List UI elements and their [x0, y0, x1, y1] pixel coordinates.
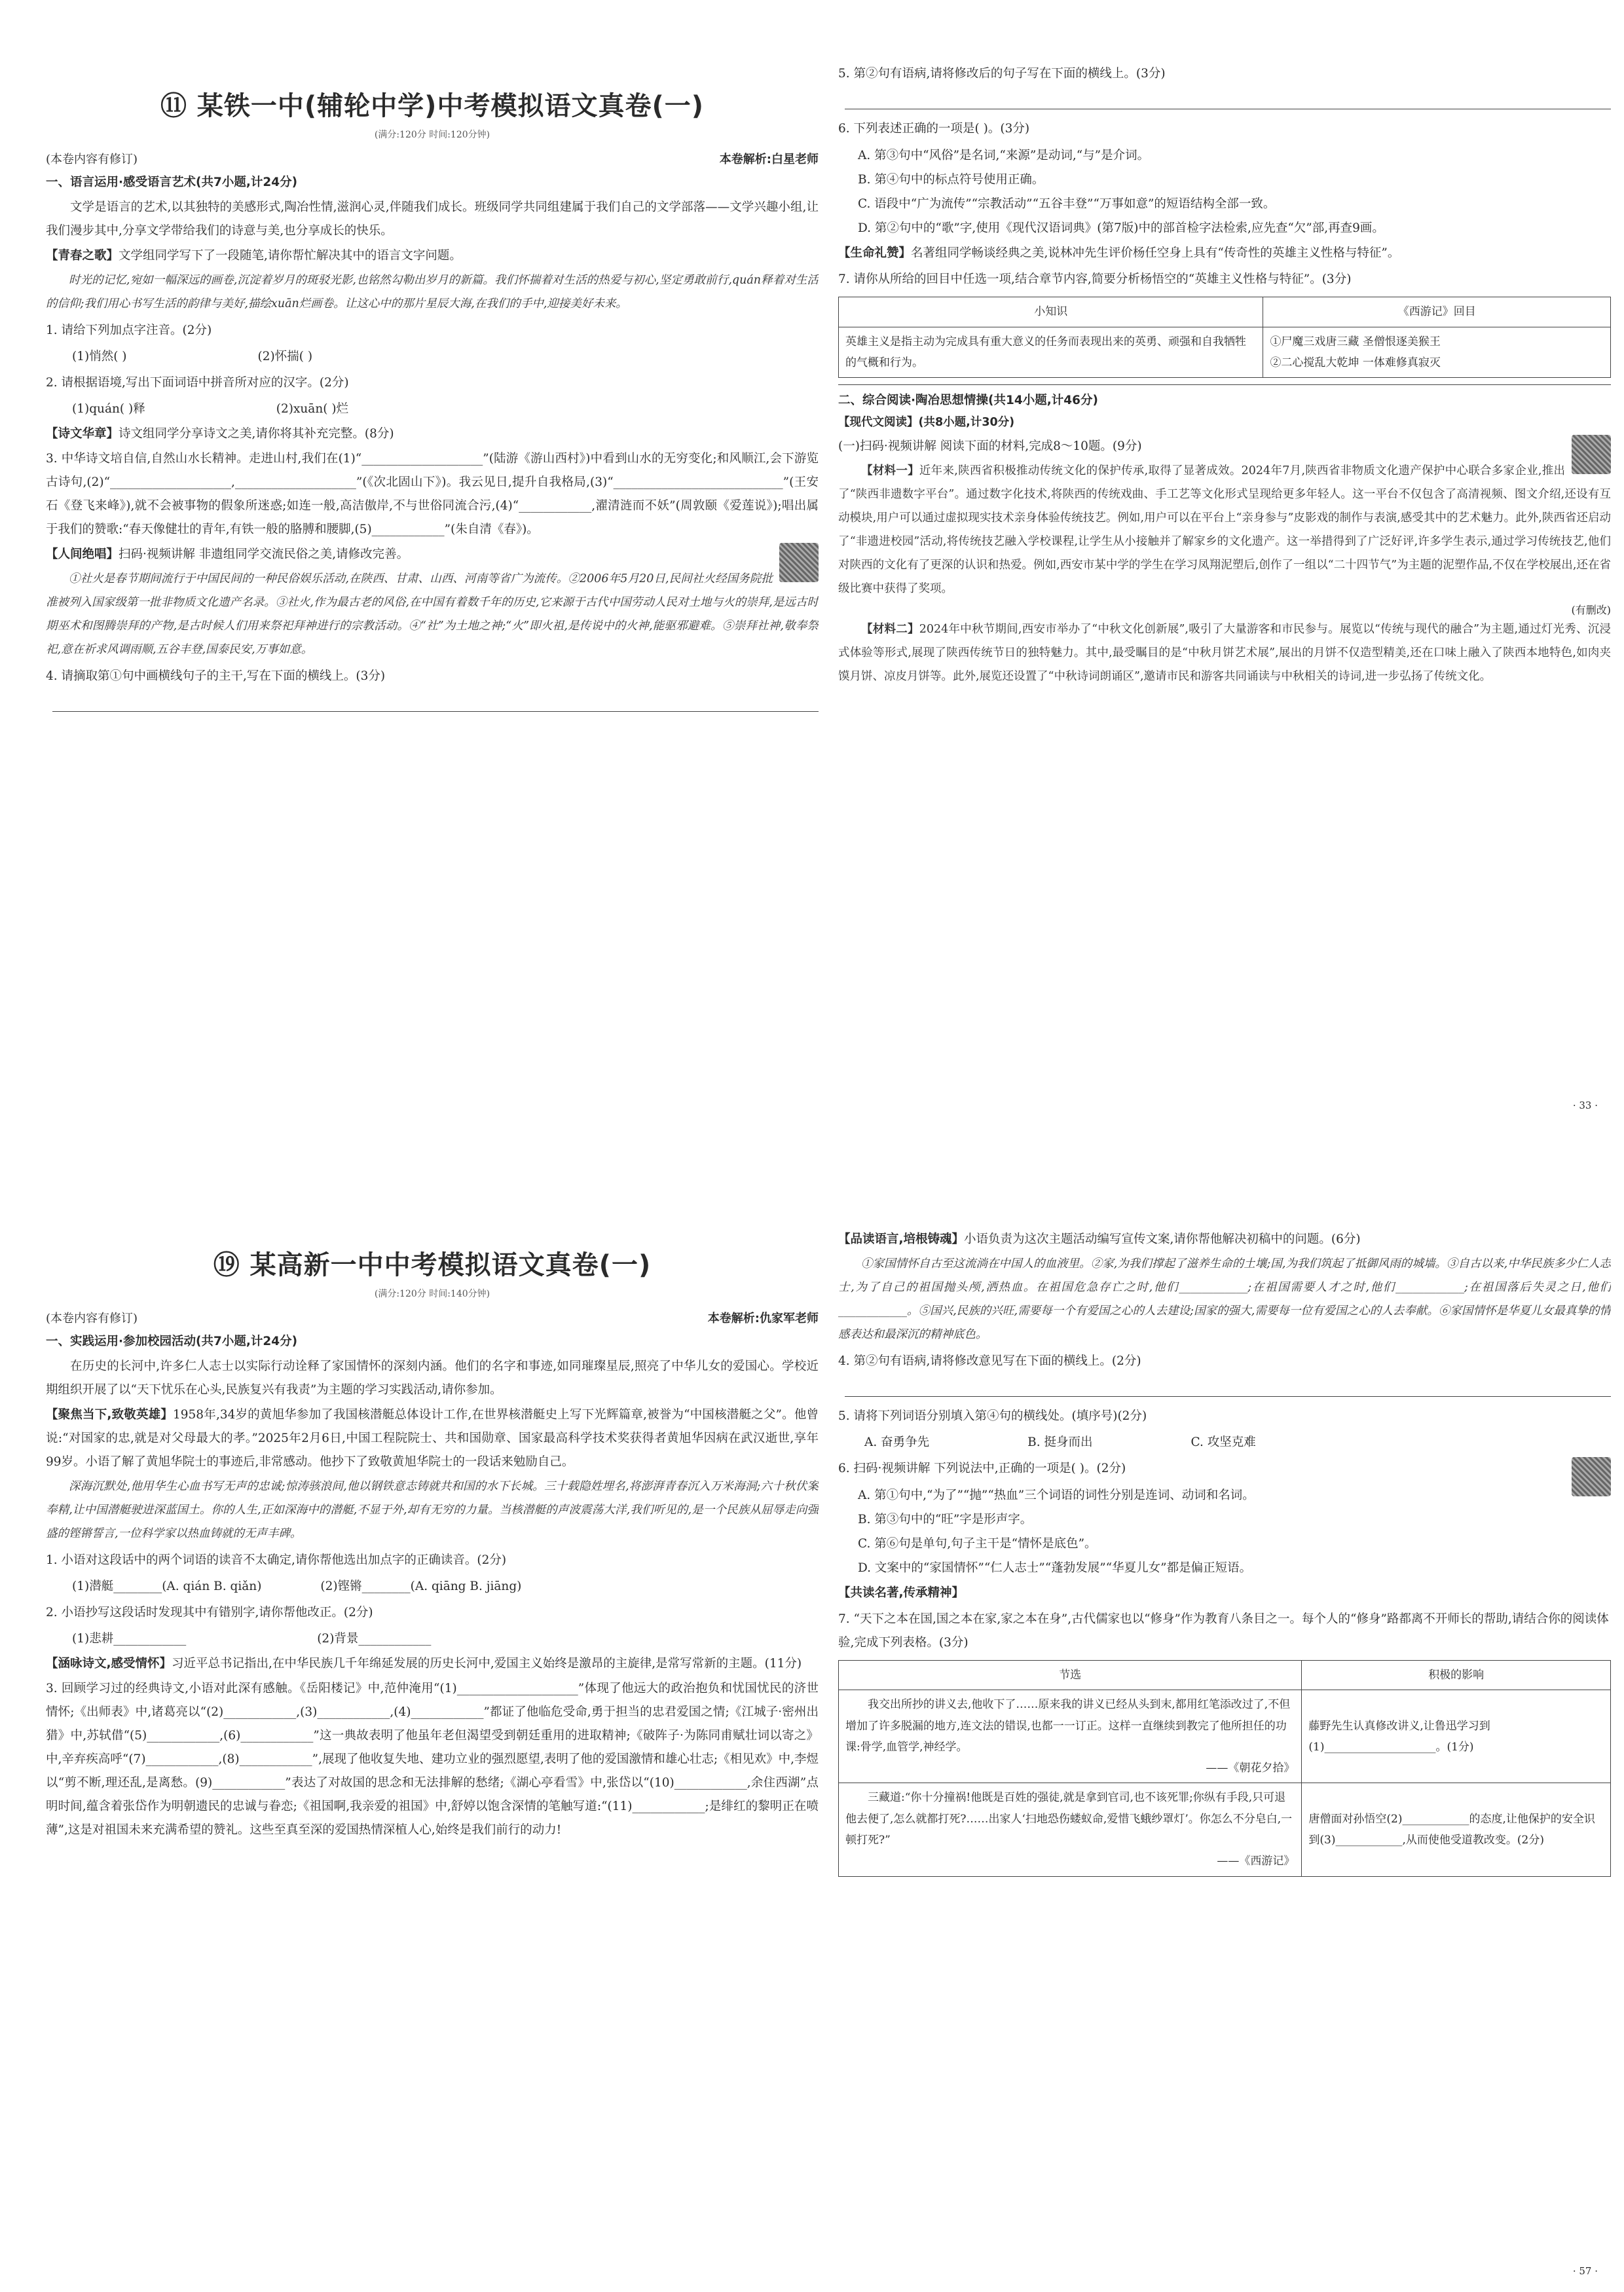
meta-row — [46, 150, 819, 167]
chapter-option[interactable]: ②二心搅乱大乾坤 一体难修真寂灭 — [1270, 356, 1441, 369]
culture-passage: ①社火是春节期间流行于中国民间的一种民俗娱乐活动,在陕西、甘肃、山西、河南等省广为流传。②2006年5月20日,民间社火经国务院批准被列入国家级第一批非物质文化遗产名录。③社火,作为最古老的风俗,在中国有着数千年的历史,它来源于古代中国劳动人民对土地与火的崇拜,是远古时期巫术和图腾崇拜的产物,是古时候人们用来祭祀拜神进行的宗教活动。④“社”为土地之神;“火”即火祖,是传说中的火神,能驱邪避难。⑤崇拜社神,敬奉祭祀,意在祈求风调雨顺,五谷丰登,国泰民安,万事如意。 — [46, 572, 819, 656]
task-desc: 名著组同学畅谈经典之美,说林冲先生评价杨任空身上具有“传奇性的英雄主义性格与特征”。 — [911, 246, 1400, 261]
exam-title: ⑪ 某铁一中(辅轮中学)中考模拟语文真卷(一) — [160, 91, 705, 121]
material-tag: 【材料二】 — [861, 623, 919, 637]
excerpt-source: ——《朝花夕拾》 — [1206, 1762, 1295, 1775]
answer-line[interactable] — [52, 692, 819, 712]
option-c[interactable]: C. 攻坚克难 — [1190, 1435, 1256, 1449]
material-tag: 【材料一】 — [861, 464, 919, 478]
question-1: 1. 小语对这段话中的两个词语的读音不太确定,请你帮他选出加点字的正确读音。(2分) — [46, 1553, 507, 1567]
excerpt-text: 我交出所抄的讲义去,他收下了……原来我的讲义已经从头到末,都用红笔添改过了,不但增加了许多脱漏的地方,连文法的错误,也都一一订正。这样一直继续到教完了他所担任的功课:骨学,血管学,神经学。 — [845, 1698, 1291, 1754]
option-a[interactable]: A. 第①句中,“为了”“抛”“热血”三个词语的词性分别是连词、动词和名词。 — [858, 1488, 1255, 1502]
q1-item[interactable]: (1)悄然( ) — [72, 349, 127, 363]
question-4: 4. 请摘取第①句中画横线句子的主干,写在下面的横线上。(3分) — [46, 669, 386, 683]
task-line — [46, 244, 819, 268]
question-5: 5. 请将下列词语分别填入第④句的横线处。(填序号)(2分) — [838, 1409, 1147, 1423]
answer-cell[interactable]: 藤野先生认真修改讲义,让鲁迅学习到(1)____________________。(1分) — [1302, 1690, 1611, 1783]
score-time: (满分:120分 时间:140分钟) — [374, 1289, 490, 1299]
page-bottom-right — [838, 1215, 1611, 2289]
q2-item[interactable]: (2)背景____________ — [317, 1631, 432, 1646]
table-header: 《西游记》回目 — [1263, 297, 1611, 327]
answer-cell[interactable]: 唐僧面对孙悟空(2)____________的态度,让他保护的安全识到(3)____________,从而使他受道教改变。(2分) — [1302, 1783, 1611, 1876]
material-2 — [838, 618, 1611, 689]
q1-items — [46, 345, 819, 369]
task-tag: 【共读名著,传承精神】 — [838, 1585, 965, 1600]
task-tag: 【青春之歌】 — [46, 248, 119, 263]
question-6: 6. 下列表述正确的一项是( )。(3分) — [838, 122, 1030, 136]
answer-line[interactable] — [845, 1377, 1611, 1397]
page-number: · 33 · — [1572, 1100, 1598, 1111]
question-3: 3. 回顾学习过的经典诗文,小语对此深有感触。《岳阳楼记》中,范仲淹用“(1)____________________”体现了他远大的政治抱负和忧国忧民的济世情怀;《出师表》中,诸葛亮以“(2)____________,(3)____________,(4)____________”都证了他临危受命,勇于担当的忠君爱国之情;《江城子·密州出猎》中,苏轼借“(5)____________,(6)____________”这一典故表明了他虽年老但渴望受到朝廷重用的进取精神;《破阵子·为陈同甫赋壮词以寄之》中,辛弃疾高呼“(7)____________,(8)____________”,展现了他收复失地、建功立业的强烈愿望,表明了他的爱国激情和雄心壮志;《相见欢》中,李煜以“剪不断,理还乱,是离愁。(9)____________”表达了对故国的思念和无法排解的愁绪;《湖心亭看雪》中,张岱以“(10)____________,余住西湖”点明时间,蕴含着张岱作为明朝遗民的忠诚与眷恋;《祖国啊,我亲爱的祖国》中,舒婷以饱含深情的笔触写道:“(11)____________;是绯红的黎明正在喷薄”,这是对祖国未来充满希望的赞礼。这些至真至深的爱国热情深植人心,始终是我们前行的动力! — [46, 1682, 819, 1838]
qr-code-icon[interactable] — [1572, 435, 1611, 474]
q1-item[interactable]: (2)怀揣( ) — [257, 349, 313, 363]
essay-passage: 深海沉默处,他用华生心血书写无声的忠诚;惊涛骇浪间,他以钢铁意志铸就共和国的水下长城。三十载隐姓埋名,将澎湃青春沉入万米海洞;六十秋伏案奉精,让中国潜艇驶进深蓝国土。你的人生,正如深海中的潜艇,不显于外,却有无穷的力量。当核潜艇的声波震荡大洋,我们听见的,是一个民族从屈辱走向强盛的铿锵誓言,一位科学家以热血铸就的无声丰碑。 — [46, 1480, 819, 1540]
material-1 — [838, 460, 1611, 601]
revision-note: (本卷内容有修订) — [46, 1312, 138, 1325]
task-desc: 习近平总书记指出,在中华民族几千年绵延发展的历史长河中,爱国主义始终是激昂的主旋律,是常写常新的主题。(11分) — [172, 1656, 802, 1671]
table-header: 积极的影响 — [1302, 1661, 1611, 1690]
material-text: 2024年中秋节期间,西安市举办了“中秋文化创新展”,吸引了大量游客和市民参与。展览以“传统与现代的融合”为主题,通过灯光秀、沉浸式体验等形式,展现了陕西传统节日的独特魅力。其中,最受瞩目的是“中秋月饼艺术展”,展出的月饼不仅造型精美,还在口味上融入了陕西本地特色,如肉夹馍月饼、凉皮月饼等。此外,展览还设置了“中秋诗词朗诵区”,邀请市民和游客共同诵读与中秋相关的诗词,进一步弘扬了传统文化。 — [838, 623, 1611, 684]
task-line — [46, 422, 819, 446]
option-a[interactable]: A. 奋勇争先 — [864, 1435, 930, 1449]
source-note: (有删改) — [1571, 604, 1611, 617]
excerpt-text: 三藏道:“你十分撞祸!他既是百姓的强徒,就是拿到官司,也不该死罪;你纵有手段,只可退他去便了,怎么就都打死?……出家人‘扫地恐伤蝼蚁命,爱惜飞蛾纱罩灯’。你怎么不分皂白,一顿打死?” — [845, 1791, 1293, 1847]
option-c[interactable]: C. 第⑥句是单句,句子主干是“情怀是底色”。 — [858, 1536, 1097, 1551]
exam-title: ⑲ 某高新一中中考模拟语文真卷(一) — [213, 1250, 652, 1280]
q1-items — [46, 1575, 819, 1599]
option-c[interactable]: C. 语段中“广为流传”“宗教活动”“五谷丰登”“万事如意”的短语结构全部一致。 — [858, 197, 1276, 212]
option-d[interactable]: D. 文案中的“家国情怀”“仁人志士”“蓬勃发展”“华夏儿女”都是偏正短语。 — [858, 1561, 1252, 1575]
section-heading: 一、实践运用·参加校园活动(共7小题,计24分) — [46, 1335, 298, 1348]
table-header: 节选 — [839, 1661, 1302, 1690]
question-7: 7. 请你从所给的回目中任选一项,结合章节内容,简要分析杨悟空的“英雄主义性格与特征”。(3分) — [838, 272, 1352, 287]
section-heading: 二、综合阅读·陶冶思想情操(共14小题,计46分) — [838, 394, 1098, 408]
task-line — [46, 1403, 819, 1474]
option-b[interactable]: B. 第④句中的标点符号使用正确。 — [858, 173, 1044, 187]
task-desc: 扫码·视频讲解 非遗组同学交流民俗之美,请修改完善。 — [119, 547, 409, 562]
q2-item[interactable]: (1)quán( )释 — [72, 401, 145, 416]
question-3: 3. 中华诗文培自信,自然山水长精神。走进山村,我们在(1)“____________________”(陆游《游山西村》)中看到山水的无穷变化;和风顺江,会下游览古诗句,(2)“____________________,____________________”(《次北固山下》)。我云见日,提升自我格局,(3)“____________________________”(王安石《登飞来峰》),就不会被事物的假象所迷惑;如连一般,高洁傲岸,不与世俗同流合污,(4)“____________,濯清涟而不妖”(周敦颐《爱莲说》);唱出属于我们的赞歌:“春天像健壮的青年,有铁一般的胳膊和腰脚,(5)____________”(朱自清《春》)。 — [46, 452, 819, 537]
meta-row — [46, 1309, 819, 1326]
task-tag: 【诗文华章】 — [46, 426, 119, 441]
task-desc: 诗文组同学分享诗文之美,请你将其补充完整。(8分) — [119, 426, 394, 441]
score-time: (满分:120分 时间:120分钟) — [374, 130, 490, 140]
task-tag: 【品读语言,培根铸魂】 — [838, 1232, 965, 1246]
task-tag: 【生命礼赞】 — [838, 246, 912, 261]
task-line — [838, 1228, 1611, 1251]
task-line — [46, 1652, 819, 1676]
task-line — [838, 242, 1611, 265]
analyst: 本卷解析:白星老师 — [719, 153, 819, 166]
reading-instruction — [838, 435, 1611, 458]
material-text: 近年来,陕西省积极推动传统文化的保护传承,取得了显著成效。2024年7月,陕西省非物质文化遗产保护中心联合多家企业,推出了“陕西非遗数字平台”。通过数字化技术,将陕西的传统戏曲、手工艺等文化形式呈现给更多年轻人。这一平台不仅包含了高清视频、图文介绍,还设有互动模块,用户可以通过虚拟现实技术亲身体验传统技艺。例如,用户可以在平台上“亲身参与”皮影戏的制作与表演,感受其中的艺术魅力。此外,陕西省还启动了“非遗进校园”活动,将传统技艺融入学校课程,让学生从小接触并了解家乡的文化遗产。这一举措得到了广泛好评,许多学生表示,通过学习传统技艺,他们对陕西的文化有了更深的认识和热爱。例如,西安市某中学的学生在学习凤翔泥塑后,创作了一组以“二十四节气”为主题的泥塑作品,不仅在学校展出,还在省级比赛中获得了奖项。 — [838, 464, 1611, 595]
page-top-left — [46, 72, 819, 1146]
page-number: · 57 · — [1572, 2265, 1598, 2277]
task-desc: 1958年,34岁的黄旭华参加了我国核潜艇总体设计工作,在世界核潜艇史上写下光辉篇章,被誉为“中国核潜艇之父”。他曾说:“对国家的忠,就是对父母最大的孝。”2025年2月6日,中国工程院院士、共和国勋章、国家最高科学技术奖获得者黄旭华因病在武汉逝世,享年99岁。小语了解了黄旭华院士的事迹后,非常感动。他抄下了致敬黄旭华院士的一段话来勉励自己。 — [46, 1407, 819, 1469]
chapter-cell — [1263, 327, 1611, 378]
question-2: 2. 小语抄写这段话时发现其中有错别字,请你帮他改正。(2分) — [46, 1605, 373, 1619]
qr-code-icon[interactable] — [779, 543, 819, 582]
task-tag: 【聚焦当下,致敬英雄】 — [46, 1407, 173, 1422]
q2-item[interactable]: (2)xuān( )烂 — [276, 401, 349, 416]
question-7: 7. “天下之本在国,国之本在家,家之本在身”,古代儒家也以“修身”作为教育八条目之一。每个人的“修身”路都离不开师长的帮助,请结合你的阅读体验,完成下列表格。(3分) — [838, 1612, 1609, 1650]
q2-items — [46, 1627, 819, 1651]
task-tag: 【人间绝唱】 — [46, 547, 119, 562]
chapter-option[interactable]: ①尸魔三戏唐三藏 圣僧恨逐美猴王 — [1270, 335, 1441, 348]
qr-code-icon[interactable] — [1572, 1457, 1611, 1496]
essay-passage: 时光的记忆,宛如一幅深远的画卷,沉淀着岁月的斑驳光影,也铭然勾勒出岁月的新篇。我们怀揣着对生活的热爱与初心,坚定勇敢前行,quán释着对生活的信仰;我们用心书写生活的韵律与美好,描绘xuān烂画卷。让这心中的那片星辰大海,在我们的手中,迎接美好未来。 — [46, 273, 819, 310]
task-line — [46, 543, 819, 566]
section-heading: 一、语言运用·感受语言艺术(共7小题,计24分) — [46, 176, 298, 189]
reading-instruction-text: (一)扫码·视频讲解 阅读下面的材料,完成8～10题。(9分) — [838, 439, 1142, 454]
q1-item[interactable]: (2)铿锵________(A. qiāng B. jiāng) — [320, 1579, 522, 1593]
question-6 — [838, 1457, 1611, 1481]
sub-heading: 【现代文阅读】(共8小题,计30分) — [838, 415, 1015, 429]
q2-item[interactable]: (1)悲耕____________ — [72, 1631, 187, 1646]
question-6-text: 6. 扫码·视频讲解 下列说法中,正确的一项是( )。(2分) — [838, 1461, 1126, 1475]
table-header: 小知识 — [839, 297, 1263, 327]
task-desc: 文学组同学写下了一段随笔,请你帮忙解决其中的语言文字问题。 — [119, 248, 462, 263]
q5-options — [838, 1431, 1611, 1454]
reading-table — [838, 1660, 1611, 1877]
intro-paragraph: 文学是语言的艺术,以其独特的美感形式,陶冶性情,滋润心灵,伴随我们成长。班级同学共同组建属于我们自己的文学部落——文学兴趣小组,让我们漫步其中,分享文学带给我们的诗意与美,也分享成长的快乐。 — [46, 200, 819, 238]
task-desc: 小语负责为这次主题活动编写宣传文案,请你帮他解决初稿中的问题。(6分) — [964, 1232, 1361, 1246]
option-a[interactable]: A. 第③句中“风俗”是名词,“来源”是动词,“与”是介词。 — [858, 149, 1150, 163]
task-tag: 【涵咏诗文,感受情怀】 — [46, 1656, 172, 1671]
page-top-right — [838, 49, 1611, 1123]
option-d[interactable]: D. 第②句中的“歌”字,使用《现代汉语词典》(第7版)中的部首检字法检索,应先查“欠”部,再查9画。 — [858, 221, 1384, 236]
intro-paragraph: 在历史的长河中,许多仁人志士以实际行动诠释了家国情怀的深刻内涵。他们的名字和事迹,如同璀璨星辰,照亮了中华儿女的爱国心。学校近期组织开展了以“天下忧乐在心头,民族复兴有我责”为主题的学习实践活动,请你参加。 — [46, 1359, 819, 1397]
question-2: 2. 请根据语境,写出下面词语中拼音所对应的汉字。(2分) — [46, 375, 349, 390]
knowledge-cell: 英雄主义是指主动为完成具有重大意义的任务而表现出来的英勇、顽强和自我牺牲的气概和行为。 — [839, 327, 1263, 378]
question-4: 4. 第②句有语病,请将修改意见写在下面的横线上。(2分) — [838, 1354, 1141, 1368]
excerpt-cell — [839, 1783, 1302, 1876]
divider — [838, 384, 1611, 385]
option-b[interactable]: B. 第③句中的“旺”字是形声字。 — [858, 1512, 1033, 1526]
answer-line[interactable] — [845, 90, 1611, 109]
question-5: 5. 第②句有语病,请将修改后的句子写在下面的横线上。(3分) — [838, 67, 1166, 81]
page-bottom-left — [46, 1231, 819, 2292]
q1-item[interactable]: (1)潜艇________(A. qián B. qiǎn) — [72, 1579, 262, 1593]
question-1: 1. 请给下列加点字注音。(2分) — [46, 323, 212, 337]
q2-items — [46, 397, 819, 421]
excerpt-cell — [839, 1690, 1302, 1783]
excerpt-source: ——《西游记》 — [1217, 1855, 1295, 1868]
draft-passage: ①家国情怀自古至这流淌在中国人的血液里。②家,为我们撑起了滋养生命的土壤;国,为我们筑起了抵御风雨的城墙。③自古以来,中华民族多少仁人志士,为了自己的祖国抛头颅,洒热血。在祖国危急存亡之时,他们____________;在祖国需要人才之时,他们____________;在祖国落后失灵之日,他们____________。⑤国兴,民族的兴旺,需要每一个有爱国之心的人去建设;国家的强大,需要每一位有爱国之心的人去奉献。⑥家国情怀是华夏儿女最真挚的情感表达和最深沉的精神底色。 — [838, 1257, 1611, 1341]
knowledge-table — [838, 297, 1611, 378]
revision-note: (本卷内容有修订) — [46, 153, 138, 166]
analyst: 本卷解析:仇家军老师 — [707, 1312, 819, 1325]
option-b[interactable]: B. 挺身而出 — [1027, 1435, 1093, 1449]
